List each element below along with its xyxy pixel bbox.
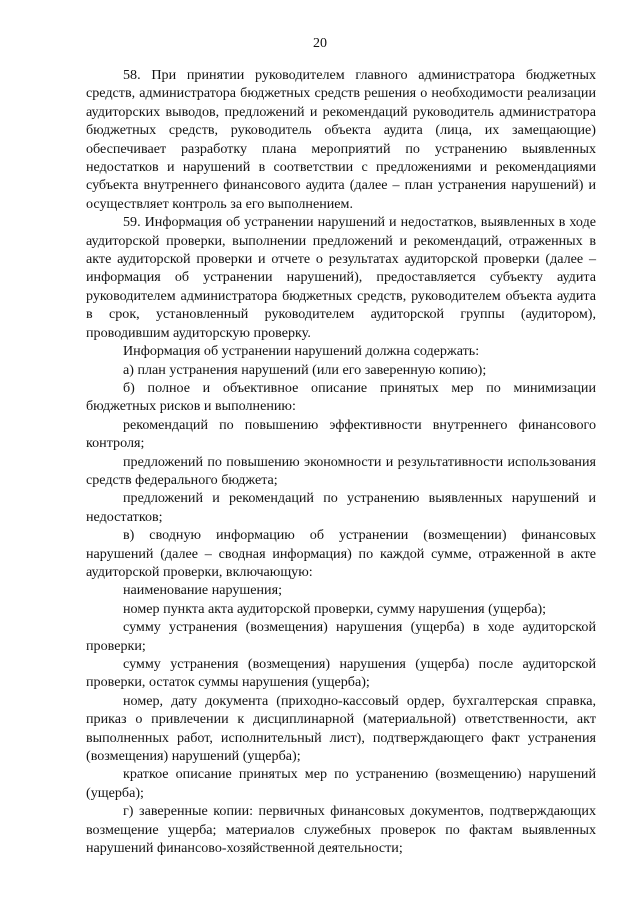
list-subitem-violations: предложений и рекомендаций по устранению выявленных нарушений и недостатков; [86,490,596,525]
list-subitem-control: рекомендаций по повышению эффективности внутреннего финансового контроля; [86,416,596,452]
page-number: 20 [313,36,327,51]
list-item-b: б) полное и объективное описание принятых мер по минимизации бюджетных рисков и выполнению: [86,379,596,415]
list-subitem-document: номер, дату документа (приходно-кассовый ордер, бухгалтерская справка, приказ о привлечении к дисциплинарной (материальной) ответственности, акт выполненных работ, исполнительный лист), подтверждающего факт устранения (возмещения) нарушений (ущерба); [86,692,596,765]
list-subitem-during-audit: сумму устранения (возмещения) нарушения (ущерба) в ходе аудиторской проверки; [86,619,596,654]
list-subitem-economy: предложений по повышению экономности и результативности использования средств федерального бюджета; [86,453,596,488]
list-subitem-measures: краткое описание принятых мер по устранению (возмещению) нарушений (ущерба); [86,766,596,801]
document-body [86,66,596,857]
list-subitem-name: наименование нарушения; [123,582,282,599]
list-item-a: а) план устранения нарушений (или его заверенную копию); [123,361,487,378]
list-subitem-after-audit: сумму устранения (возмещения) нарушения (ущерба) после аудиторской проверки, остаток суммы нарушения (ущерба); [86,656,596,691]
paragraph-info-contents: Информация об устранении нарушений должна содержать: [123,343,480,360]
paragraph-59: 59. Информация об устранении нарушений и недостатков, выявленных в ходе аудиторской проверки, выполнении предложений и рекомендаций, отраженных в акте аудиторской проверки и отчете о результатах аудиторской проверки (далее – информация об устранении нарушений), предоставляется субъекту аудита руководителем администратора бюджетных средств, руководителем объекта аудита в срок, установленный руководителем аудиторской группы (аудитором), проводившим аудиторскую проверку. [86,214,596,341]
paragraph-58: 58. При принятии руководителем главного администратора бюджетных средств, администратора бюджетных средств решения о необходимости реализации аудиторских выводов, предложений и рекомендаций руководитель администратора бюджетных средств, руководитель объекта аудита (лица, их замещающие) обеспечивает разработку плана мероприятий по устранению выявленных недостатков и нарушений в соответствии с предложениями и рекомендациями субъекта внутреннего финансового аудита (далее – план устранения нарушений) и осуществляет контроль за его выполнением. [86,67,596,212]
list-subitem-act-number: номер пункта акта аудиторской проверки, сумму нарушения (ущерба); [123,600,547,617]
list-item-v: в) сводную информацию об устранении (возмещении) финансовых нарушений (далее – сводная информация) по каждой сумме, отраженной в акте аудиторской проверки, включающую: [86,527,596,580]
list-item-g: г) заверенные копии: первичных финансовых документов, подтверждающих возмещение ущерба; материалов служебных проверок по фактам выявленных нарушений финансово-хозяйственной деятельности; [86,803,596,857]
